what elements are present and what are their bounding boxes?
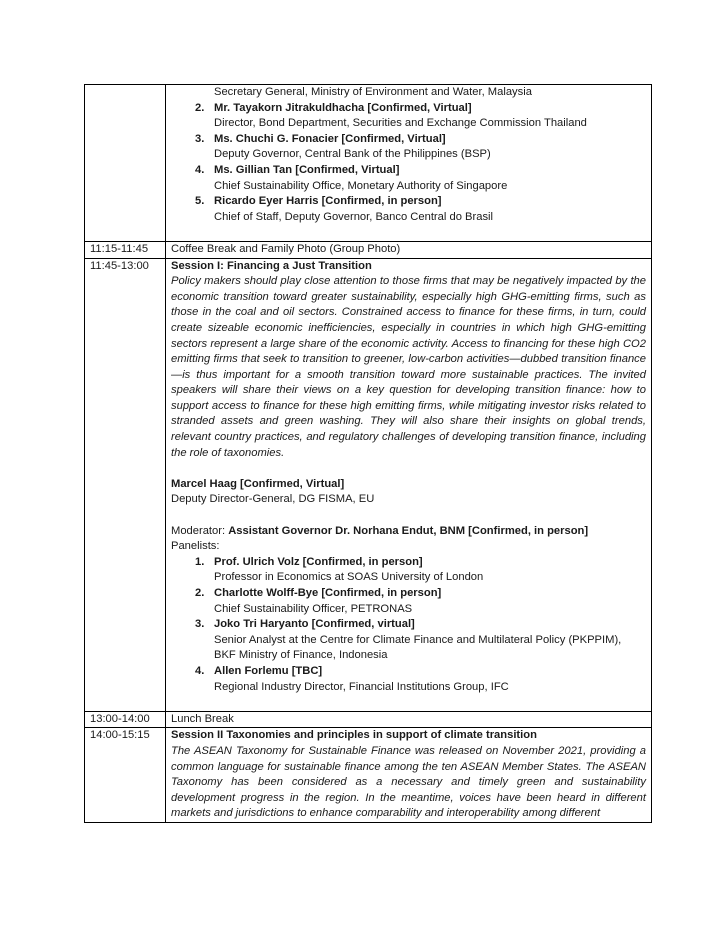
content-cell [166, 728, 652, 823]
speaker-role: Chief of Staff, Deputy Governor, Banco Central do Brasil [214, 210, 494, 223]
list-item [171, 101, 646, 132]
list-number: 1. [195, 555, 205, 568]
panelist-role: Chief Sustainability Officer, PETRONAS [214, 602, 413, 615]
time-cell [85, 85, 166, 242]
speaker-role: Chief Sustainability Office, Monetary Authority of Singapore [214, 179, 508, 192]
panelist-role: Regional Industry Director, Financial Institutions Group, IFC [214, 680, 509, 693]
speaker-name: Mr. Tayakorn Jitrakuldhacha [Confirmed, Virtual] [214, 101, 472, 114]
panelist-name: Prof. Ulrich Volz [Confirmed, in person] [214, 555, 423, 568]
list-item [171, 163, 646, 194]
list-item [171, 586, 646, 617]
session-title: Session II Taxonomies and principles in support of climate transition [171, 729, 537, 742]
session-description: The ASEAN Taxonomy for Sustainable Finance was released on November 2021, providing a common language for sustainable finance among the ten ASEAN Member States. The ASEAN Taxonomy has been considered as a necessary and timely green and sustainability development progress in the region. In the meantime, voices have been heard in different markets and jurisdictions to enhance comparability and interoperability among different [171, 744, 646, 820]
panelist-role: Senior Analyst at the Centre for Climate Finance and Multilateral Policy (PKPPIM), BKF Ministry of Finance, Indonesia [214, 633, 622, 662]
agenda-row-lunch [85, 711, 652, 728]
speaker-role: Secretary General, Ministry of Environment and Water, Malaysia [214, 86, 532, 98]
list-item [171, 132, 646, 163]
agenda-row-coffee-break [85, 241, 652, 258]
speaker-name: Ms. Gillian Tan [Confirmed, Virtual] [214, 163, 400, 176]
speaker-role: Director, Bond Department, Securities and Exchange Commission Thailand [214, 117, 587, 130]
content-cell: Lunch Break [166, 711, 652, 728]
time-cell: 11:15-11:45 [85, 241, 166, 258]
list-number: 3. [195, 618, 205, 631]
spacer [171, 695, 646, 711]
list-number: 4. [195, 664, 205, 677]
content-cell: Coffee Break and Family Photo (Group Photo) [166, 241, 652, 258]
spacer [171, 508, 646, 524]
panelist-list [171, 555, 646, 695]
speaker-name: Ms. Chuchi G. Fonacier [Confirmed, Virtual] [214, 132, 446, 145]
list-item [171, 194, 646, 225]
agenda-row-session-1 [85, 258, 652, 711]
agenda-row-speakers [85, 85, 652, 242]
agenda-page [84, 84, 652, 823]
session-title: Session I: Financing a Just Transition [171, 259, 372, 272]
panelist-role: Professor in Economics at SOAS University of London [214, 571, 484, 584]
list-item [171, 617, 646, 664]
panelist-name: Allen Forlemu [TBC] [214, 664, 323, 677]
keynote-name: Marcel Haag [Confirmed, Virtual] [171, 477, 345, 490]
spacer [171, 461, 646, 477]
panelists-label: Panelists: [171, 540, 220, 553]
session-description: Policy makers should play close attention to those firms that may be negatively impacted by the economic transition toward greater sustainability, especially high GHG-emitting firms, such as those in the coal and oil sectors. Constrained access to finance for these firms, in turn, could create sizeable economic inefficiencies, especially in countries in which high GHG-emitting sectors represent a large share of the economic activity. Access to financing for these high CO2 emitting firms that seek to transition to greener, low-carbon activities—dubbed transition finance—is thus important for a smooth transition toward more sustainable practices. The invited speakers will share their views on a key question for developing transition finance: how to support access to finance for these high emitting firms, while mitigating investor risks related to stranded assets and green washing. They will also share their insights on global trends, relevant country practices, and regulatory challenges of developing transition finance, including the role of taxonomies. [171, 275, 646, 459]
list-number: 4. [195, 163, 205, 176]
list-number: 5. [195, 195, 205, 208]
list-item [171, 664, 646, 695]
speaker-name: Ricardo Eyer Harris [Confirmed, in person] [214, 195, 442, 208]
list-item [171, 555, 646, 586]
list-number: 3. [195, 132, 205, 145]
content-cell [166, 258, 652, 711]
speaker-list [171, 101, 646, 226]
list-number: 2. [195, 587, 205, 599]
panelist-name: Charlotte Wolff-Bye [Confirmed, in person] [214, 587, 442, 599]
panelist-name: Joko Tri Haryanto [Confirmed, virtual] [214, 618, 415, 631]
moderator-line [171, 524, 646, 540]
time-cell: 13:00-14:00 [85, 711, 166, 728]
speaker-role: Deputy Governor, Central Bank of the Philippines (BSP) [214, 148, 491, 161]
moderator-label: Moderator: [171, 524, 229, 537]
list-number: 2. [195, 101, 205, 114]
time-cell: 14:00-15:15 [85, 728, 166, 823]
spacer [171, 225, 646, 241]
agenda-table [84, 84, 652, 823]
time-cell: 11:45-13:00 [85, 258, 166, 711]
keynote-role: Deputy Director-General, DG FISMA, EU [171, 493, 375, 506]
agenda-row-session-2 [85, 728, 652, 823]
moderator-name: Assistant Governor Dr. Norhana Endut, BNM [Confirmed, in person] [228, 524, 589, 537]
content-cell [166, 85, 652, 242]
